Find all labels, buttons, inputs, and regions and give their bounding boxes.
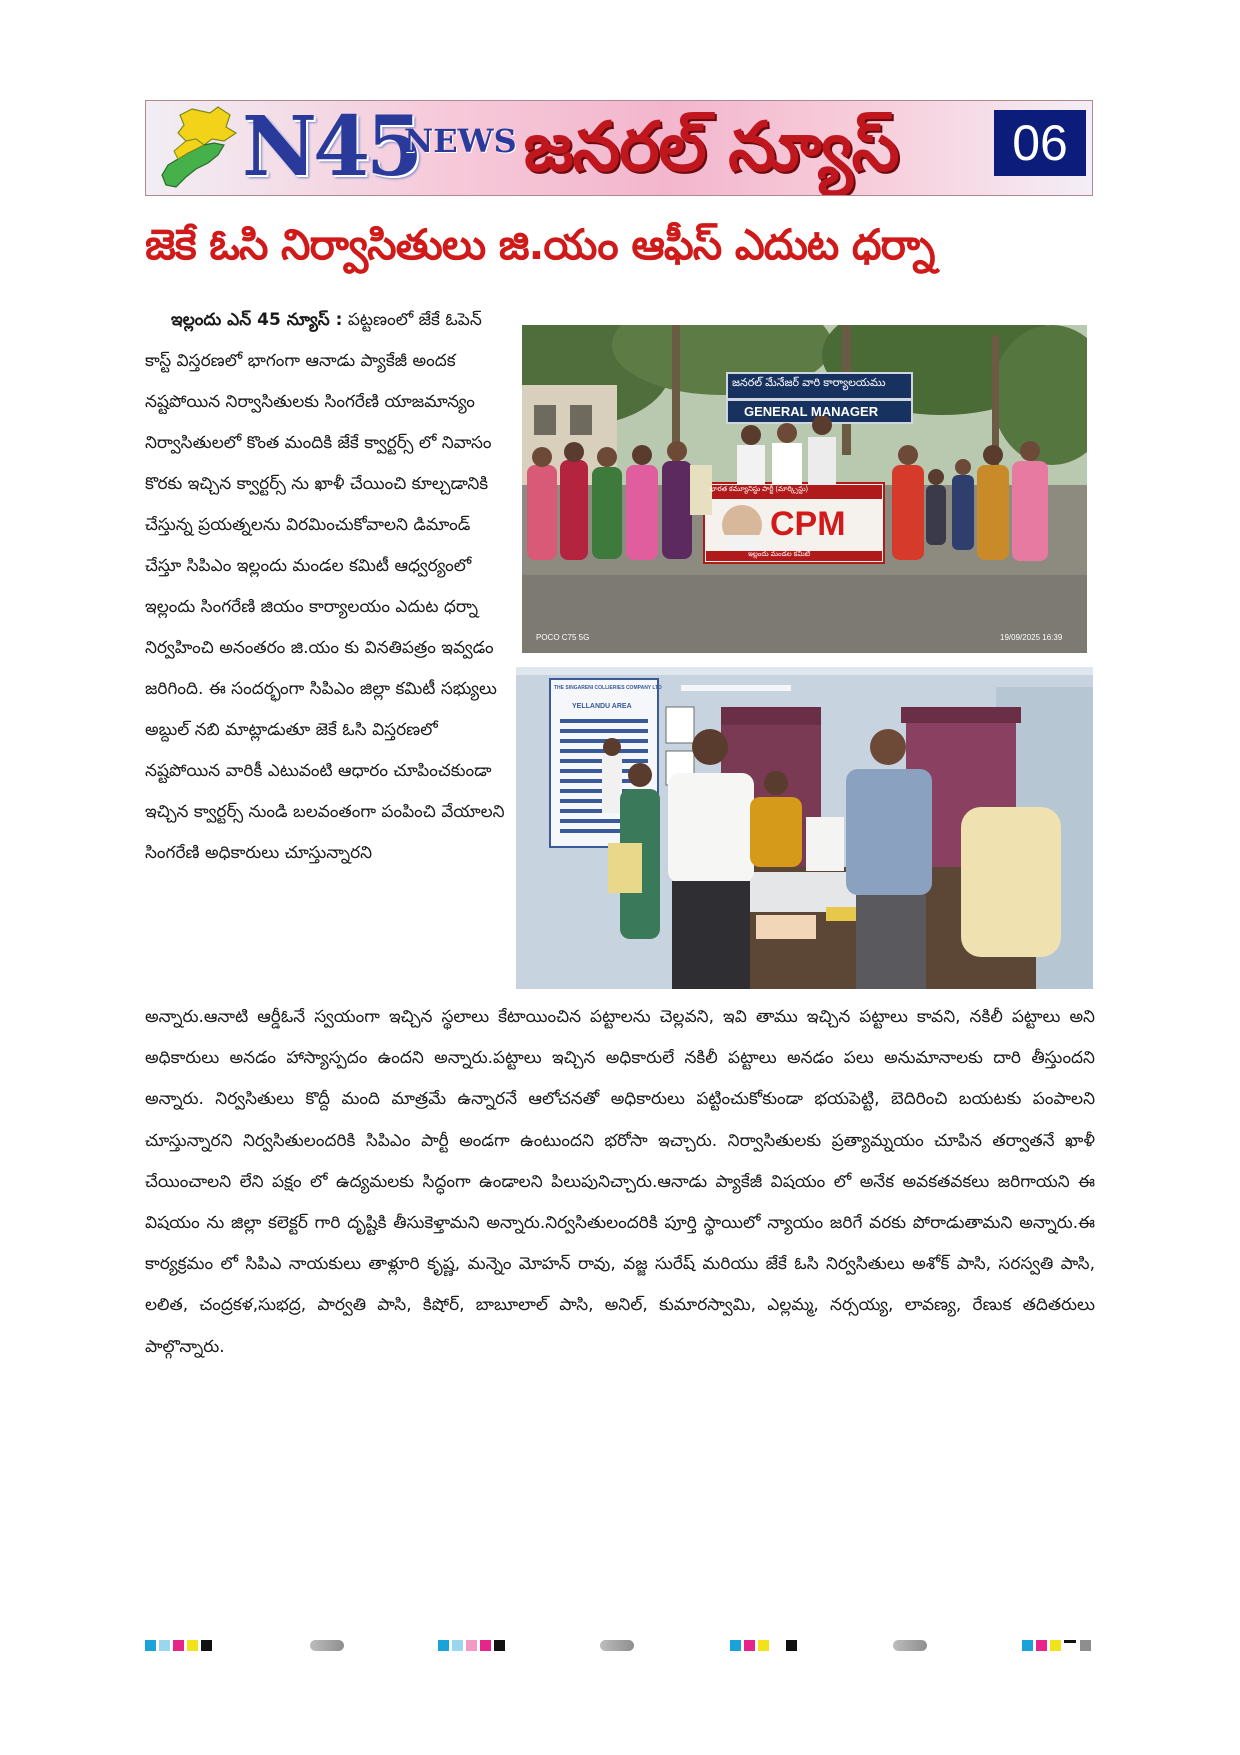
color-mark-cyan — [145, 1640, 156, 1651]
color-mark-yellow — [187, 1640, 198, 1651]
photo-timestamp: 19/09/2025 16:39 — [1000, 633, 1063, 642]
color-mark-yellow — [758, 1640, 769, 1651]
color-mark-light-cyan — [452, 1640, 463, 1651]
logo-news: NEWS — [404, 122, 517, 160]
board-company-name: THE SINGARENI COLLIERIES COMPANY LTD — [554, 685, 662, 691]
camera-tag: POCO C75 5G — [536, 633, 590, 642]
color-mark-cyan — [730, 1640, 741, 1651]
office-sign-english: GENERAL MANAGER — [744, 404, 879, 419]
protest-photo — [522, 325, 1087, 653]
color-mark-magenta — [744, 1640, 755, 1651]
office-scene — [516, 667, 1093, 989]
color-mark-magenta — [1036, 1640, 1047, 1651]
andhra-map-icon — [152, 105, 244, 191]
color-mark-magenta — [173, 1640, 184, 1651]
page-number-badge: 06 — [994, 110, 1086, 176]
color-mark-light-magenta — [466, 1640, 477, 1651]
article-dateline: ఇల్లందు ఎన్ 45 న్యూస్ : — [171, 310, 343, 330]
banner-cpm-logo: CPM — [770, 505, 846, 543]
article-body: అన్నారు.ఆనాటి ఆర్డీఓనే స్వయంగా ఇచ్చిన స్థలాలు కేటాయించిన పట్టాలను చెల్లవని, ఇవి తాము ఇచ్చిన పట్టాలు కావని, నకిలీ పట్టాలు అని అధికారులు అనడం హాస్యాస్పదం ఉందని అన్నారు.పట్టాలు ఇచ్చిన అధికారులే నకిలీ పట్టాలు అనడం పలు అనుమానాలకు దారి తీస్తుందని అన్నారు. నిర్వసితులు కొద్దీ మంది మాత్రమే ఉన్నారనే ఆలోచనతో అధికారులు పట్టించుకోకుండా భయపెట్టి, బెదిరించి బయటకు పంపాలని చూస్తున్నారని నిర్వసితులందరికి సిపిఎం పార్టీ అండగా ఉంటుందని భరోసా ఇచ్చారు. నిర్వాసితులకు ప్రత్యామ్నయం చూపిన తర్వాతనే ఖాళీ చేయించాలని లేని పక్షం లో ఉద్యమలకు సిద్ధంగా ఉండాలని పిలుపునిచ్చారు.ఆనాడు ప్యాకేజీ విషయం లో అనేక అవకతవకలు జరిగాయని ఈ విషయం ను జిల్లా కలెక్టర్ గారి దృష్టికి తీసుకెళ్తామని అన్నారు.నిర్వసితులందరికి పూర్తి స్థాయిలో న్యాయం జరిగే వరకు పోరాడుతామని అన్నారు.ఈ కార్యక్రమం లో సిపిఎ నాయకులు తాళ్లూరి కృష్ణ, మన్నెం మోహన్ రావు, వజ్జ సురేష్ మరియు జేకే ఓసి నిర్వసితులు అశోక్ పాసి, సరస్వతి పాసి, లలిత, చంద్రకళ,సుభద్ర, పార్వతి పాసి, కిషోర్, బాబూలాల్ పాసి, అనిల్, కుమారస్వామి, ఎల్లమ్మ, నర్సయ్య, లావణ్య, రేణుక తదితరులు పాల్గొన్నారు. — [145, 1007, 1095, 1357]
color-mark-magenta — [480, 1640, 491, 1651]
color-mark-yellow — [1050, 1640, 1061, 1651]
color-mark-white — [772, 1640, 783, 1651]
gray-mark — [893, 1640, 927, 1651]
article-headline: జెకే ఓసి నిర్వాసితులు జి.యం ఆఫీస్ ఎదుట ధర్నా — [145, 220, 935, 269]
color-mark-cyan — [438, 1640, 449, 1651]
article-lead-text: పట్టణంలో జేకే ఓపెన్ కాస్ట్ విస్తరణలో భాగంగా ఆనాడు ప్యాకేజీ అందక నష్టపోయిన నిర్వాసితులకు సింగరేణి యాజమాన్యం నిర్వాసితులలో కొంత మందికి జేకే క్వార్టర్స్ లో నివాసం కొరకు ఇచ్చిన క్వార్టర్స్ ను ఖాళీ చేయించి కూల్చడానికి చేస్తున్న ప్రయత్నలను విరమించుకోవాలని డిమాండ్ చేస్తూ సిపిఎం ఇల్లందు మండల కమిటీ ఆధ్వర్యంలో ఇల్లందు సింగరేణి జియం కార్యాలయం ఎదుట ధర్నా నిర్వహించి అనంతరం జి.యం కు వినతిపత్రం ఇవ్వడం జరిగింది. ఈ సందర్భంగా సిపిఎం జిల్లా కమిటీ సభ్యులు అబ్దుల్ నబి మాట్లాడుతూ జెకే ఓసి విస్తరణలో నష్టపోయిన వారికీ ఎటువంటి ఆధారం చూపించకుండా ఇచ్చిన క్వార్టర్స్ నుండి బలవంతంగా పంపించి వేయాలని సింగరేణి అధికారులు చూస్తున్నారని — [145, 310, 505, 863]
gray-mark — [600, 1640, 634, 1651]
masthead — [145, 100, 1093, 196]
logo-n45: N45 — [242, 100, 420, 195]
banner-party-name: భారత కమ్యూనిస్టు పార్టీ (మార్క్సిస్టు) — [710, 486, 808, 493]
color-mark-black-line — [1064, 1640, 1076, 1643]
office-sign-telugu: జనరల్ మేనేజర్ వారి కార్యాలయము — [732, 377, 886, 389]
color-mark-light-cyan — [159, 1640, 170, 1651]
article-lead-column — [145, 300, 507, 874]
color-mark-black — [494, 1640, 505, 1651]
banner-footer-text: ఇల్లందు మండల కమిటీ — [748, 551, 811, 558]
color-mark-black — [201, 1640, 212, 1651]
section-title: జనరల్ న్యూస్ — [523, 108, 899, 187]
color-mark-cyan — [1022, 1640, 1033, 1651]
gray-mark — [310, 1640, 344, 1651]
color-mark-gray — [1080, 1640, 1091, 1651]
board-area-name: YELLANDU AREA — [572, 703, 632, 710]
color-mark-black — [786, 1640, 797, 1651]
office-memorandum-photo — [516, 667, 1093, 989]
